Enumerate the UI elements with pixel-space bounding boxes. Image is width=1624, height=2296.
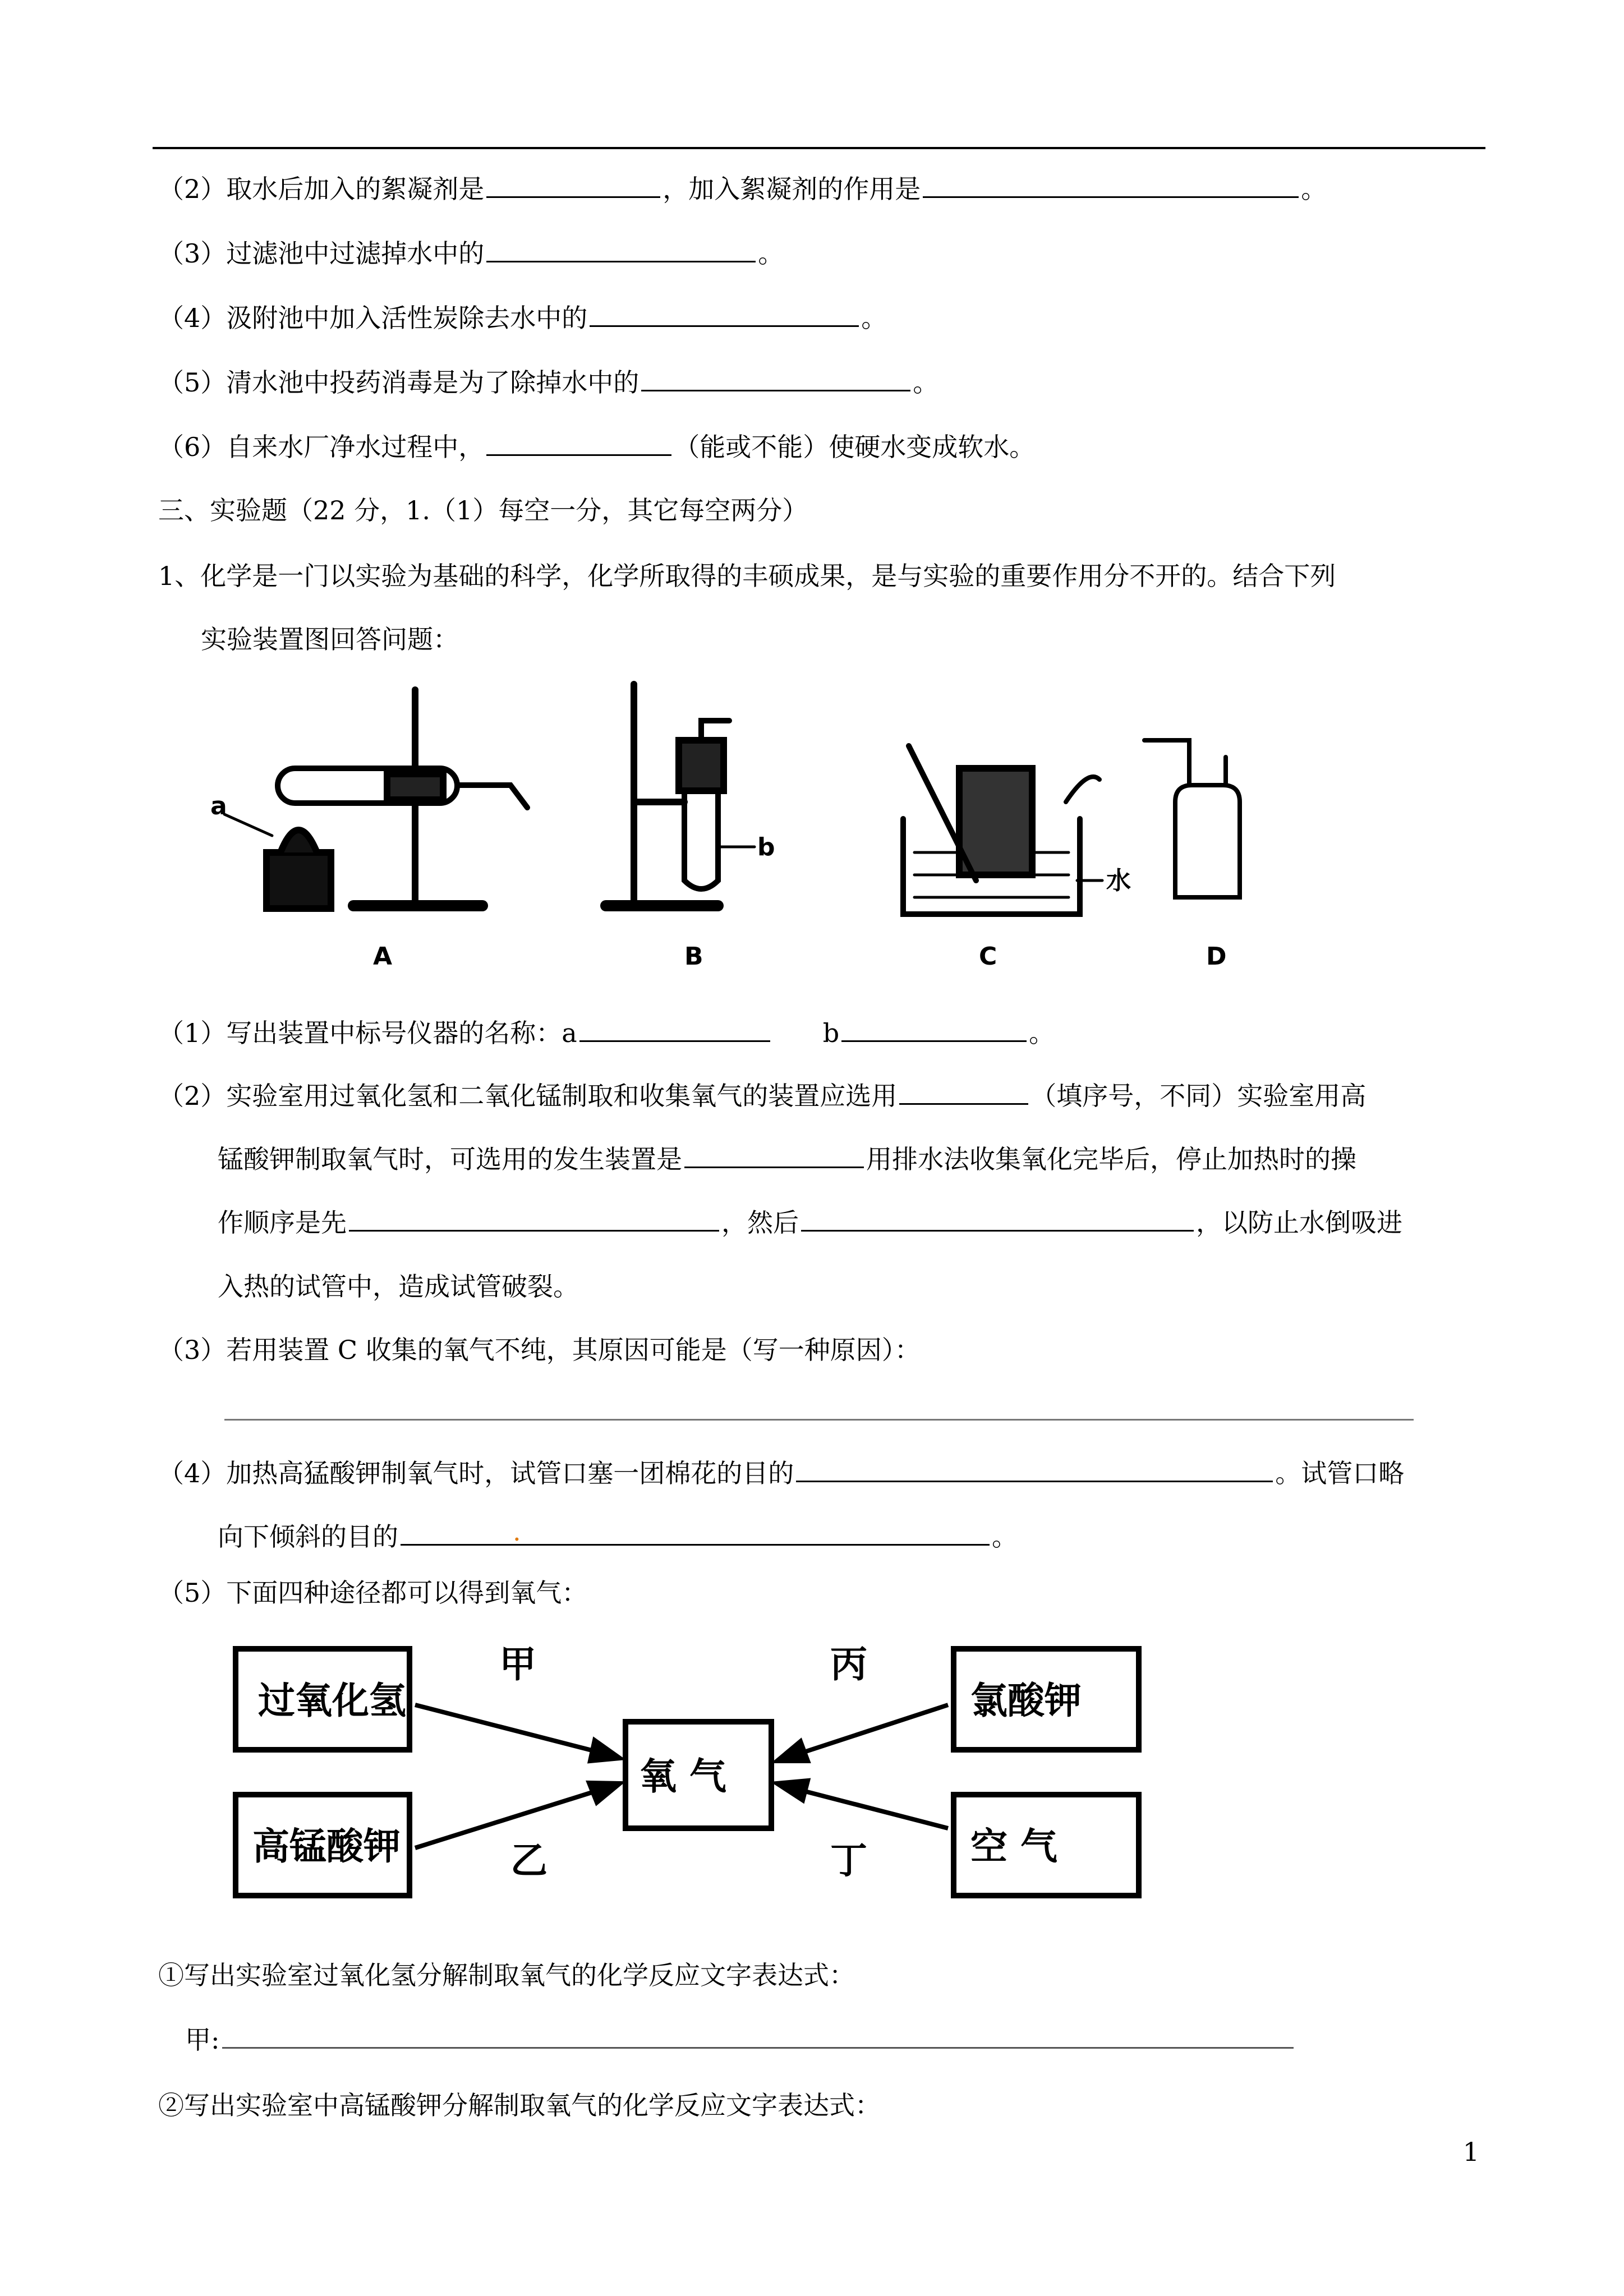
caption-d: D	[1206, 942, 1227, 971]
apparatus-b	[606, 684, 755, 906]
final-answer-jia: 甲:	[185, 2022, 1296, 2058]
oxygen-pathway-diagram	[224, 1626, 1156, 1918]
answer-blank-a[interactable]	[579, 1016, 770, 1042]
question-2: （2）取水后加入的絮凝剂是 ，加入絮凝剂的作用是 。	[158, 171, 1327, 207]
apparatus-d	[1144, 740, 1240, 897]
answer-blank[interactable]	[349, 1205, 719, 1232]
sub-question-2-line-1: （2）实验室用过氧化氢和二氧化锰制取和收集氧气的装置应选用 （填序号，不同）实验室用高	[158, 1078, 1366, 1114]
question-3: （3）过滤池中过滤掉水中的 。	[158, 236, 784, 271]
sub-question-3: （3）若用装置 C 收集的氧气不纯，其原因可能是（写一种原因）：	[158, 1335, 921, 1365]
question-6: （6）自来水厂净水过程中， （能或不能）使硬水变成软水。	[158, 429, 1035, 465]
sub-question-2-line-4: 入热的试管中，造成试管破裂。	[218, 1271, 579, 1302]
route-ding: 丁	[830, 1839, 867, 1882]
caption-b: B	[684, 942, 703, 971]
answer-blank[interactable]	[899, 1078, 1028, 1105]
caption-c: C	[979, 942, 997, 971]
answer-blank[interactable]	[590, 301, 859, 327]
intro-line-1: 1、化学是一门以实验为基础的科学，化学所取得的丰硕成果，是与实验的重要作用分不开的。结合下列	[158, 561, 1336, 591]
answer-blank[interactable]	[641, 365, 910, 391]
section-heading: 三、实验题（22 分，1.（1）每空一分，其它每空两分）	[158, 495, 808, 525]
intro-line-2: 实验装置图回答问题：	[201, 624, 459, 654]
answer-blank[interactable]	[222, 2022, 1294, 2049]
label-h2o2: 过氧化氢	[258, 1679, 406, 1722]
answer-blank[interactable]	[796, 1456, 1273, 1482]
route-jia: 甲	[499, 1643, 536, 1686]
apparatus-a	[224, 690, 527, 909]
answer-blank[interactable]	[923, 172, 1299, 198]
sub-question-1: （1）写出装置中标号仪器的名称：a b 。	[158, 1015, 1055, 1051]
sub-question-4-line-1: （4）加热高猛酸钾制氧气时，试管口塞一团棉花的目的 。试管口略	[158, 1455, 1404, 1491]
label-b: b	[757, 833, 775, 861]
sub-question-5: （5）下面四种途径都可以得到氧气：	[158, 1578, 588, 1608]
label-water: 水	[1106, 866, 1131, 895]
sub-question-2-line-2: 锰酸钾制取氧气时，可选用的发生装置是 用排水法收集氧化完毕后，停止加热时的操	[218, 1141, 1356, 1177]
header-rule	[153, 147, 1485, 149]
question-5: （5）清水池中投药消毒是为了除掉水中的 。	[158, 365, 938, 400]
answer-blank[interactable]	[486, 236, 756, 262]
apparatus-c	[903, 746, 1102, 914]
route-yi: 乙	[510, 1839, 548, 1882]
sub-question-4-line-2: 向下倾斜的目的 . 。	[218, 1519, 1018, 1555]
answer-line[interactable]	[224, 1419, 1414, 1421]
label-kclo3: 氯酸钾	[970, 1679, 1082, 1722]
label-oxygen: 氧 气	[640, 1755, 726, 1798]
answer-blank[interactable]	[801, 1205, 1194, 1232]
orange-dot: .	[513, 1516, 521, 1547]
answer-blank[interactable]	[401, 1516, 990, 1547]
question-4: （4）汲附池中加入活性炭除去水中的 。	[158, 300, 887, 336]
answer-blank[interactable]	[486, 430, 671, 456]
label-air: 空 气	[970, 1825, 1057, 1868]
label-a: a	[210, 792, 227, 820]
label-kmno4: 高锰酸钾	[252, 1825, 401, 1868]
apparatus-figure	[202, 667, 1301, 981]
answer-blank[interactable]	[684, 1142, 864, 1168]
caption-a: A	[373, 942, 393, 971]
final-question-2: ②写出实验室中高锰酸钾分解制取氧气的化学反应文字表达式：	[158, 2090, 881, 2120]
route-bing: 丙	[830, 1643, 867, 1686]
page-number: 1	[1462, 2137, 1479, 2167]
answer-blank[interactable]	[486, 172, 660, 198]
final-question-1: ①写出实验室过氧化氢分解制取氧气的化学反应文字表达式：	[158, 1960, 855, 1990]
answer-blank-b[interactable]	[841, 1016, 1027, 1042]
sub-question-2-line-3: 作顺序是先 ，然后 ，以防止水倒吸进	[218, 1205, 1402, 1241]
